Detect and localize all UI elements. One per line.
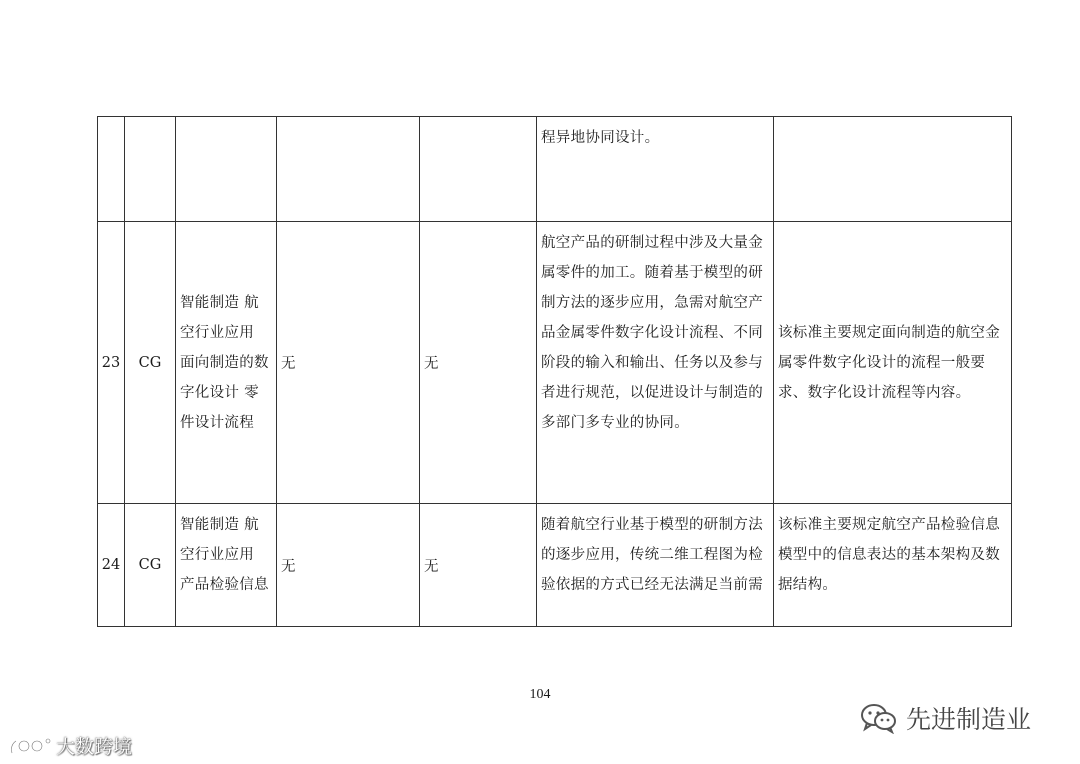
purpose-line: 多部门多专业的协同。 [541,415,689,431]
page-number: 104 [529,687,551,702]
watermark-left-text: 大数跨境 [56,736,133,758]
cell-col4 [277,504,420,627]
row-number: 24 [101,557,121,573]
table-row [98,222,1012,504]
cell-type [125,117,176,222]
cell-col4 [277,222,420,504]
col5-value: 无 [424,558,439,575]
cell-number [98,222,125,504]
table-row [98,117,1012,222]
cell-scope [774,222,1012,504]
watermark-right-text: 先进制造业 [906,705,1032,734]
purpose-line: 品金属零件数字化设计流程、不同 [541,325,763,341]
scope-line: 模型中的信息表达的基本架构及数 [778,547,1000,563]
name-line: 智能制造 航 [180,517,259,533]
cell-purpose [537,222,774,504]
purpose-line: 制方法的逐步应用，急需对航空产 [541,295,763,311]
cell-scope [774,117,1012,222]
scope-line: 该标准主要规定航空产品检验信息 [778,517,1000,533]
name-line: 面向制造的数 [180,354,269,371]
scope-line: 据结构。 [778,577,838,593]
col4-value: 无 [281,356,296,372]
name-line: 空行业应用 [180,324,254,341]
name-line: 产品检验信息 [180,577,269,593]
cell-col4 [277,117,420,222]
purpose-line: 的逐步应用，传统二维工程图为检 [541,547,763,563]
cell-col5 [420,504,537,627]
watermark-right [860,700,1031,736]
cell-name [176,222,277,504]
scope-line: 求、数字化设计流程等内容。 [778,384,971,401]
name-line: 空行业应用 [180,547,254,563]
row-number: 23 [101,354,121,371]
row-type: CG [138,557,162,573]
name-line: 字化设计 零 [180,384,259,401]
purpose-line: 验依据的方式已经无法满足当前需 [541,577,763,593]
scope-line: 该标准主要规定面向制造的航空金 [778,324,1000,341]
purpose-line: 程异地协同设计。 [541,130,660,146]
purpose-line: 航空产品的研制过程中涉及大量金 [541,235,763,251]
purpose-line: 属零件的加工。随着基于模型的研 [541,265,763,281]
watermark-left [8,732,132,759]
cell-number [98,117,125,222]
standards-table [97,116,1012,627]
col4-value: 无 [281,558,296,575]
cell-scope [774,504,1012,627]
cell-col5 [420,222,537,504]
brand-logo-icon [8,735,52,757]
cell-type [125,504,176,627]
row-type: CG [138,354,162,371]
name-line: 件设计流程 [180,414,254,431]
table-row [98,504,1012,627]
cell-type [125,222,176,504]
col5-value: 无 [424,356,439,372]
cell-name [176,504,277,627]
cell-name [176,117,277,222]
purpose-line: 者进行规范，以促进设计与制造的 [541,385,763,401]
purpose-line: 随着航空行业基于模型的研制方法 [541,517,763,533]
wechat-icon [860,702,898,734]
scope-line: 属零件数字化设计的流程一般要 [778,354,986,371]
cell-col5 [420,117,537,222]
cell-purpose [537,117,774,222]
name-line: 智能制造 航 [180,294,259,311]
cell-number [98,504,125,627]
cell-purpose [537,504,774,627]
purpose-line: 阶段的输入和输出、任务以及参与 [541,355,763,371]
